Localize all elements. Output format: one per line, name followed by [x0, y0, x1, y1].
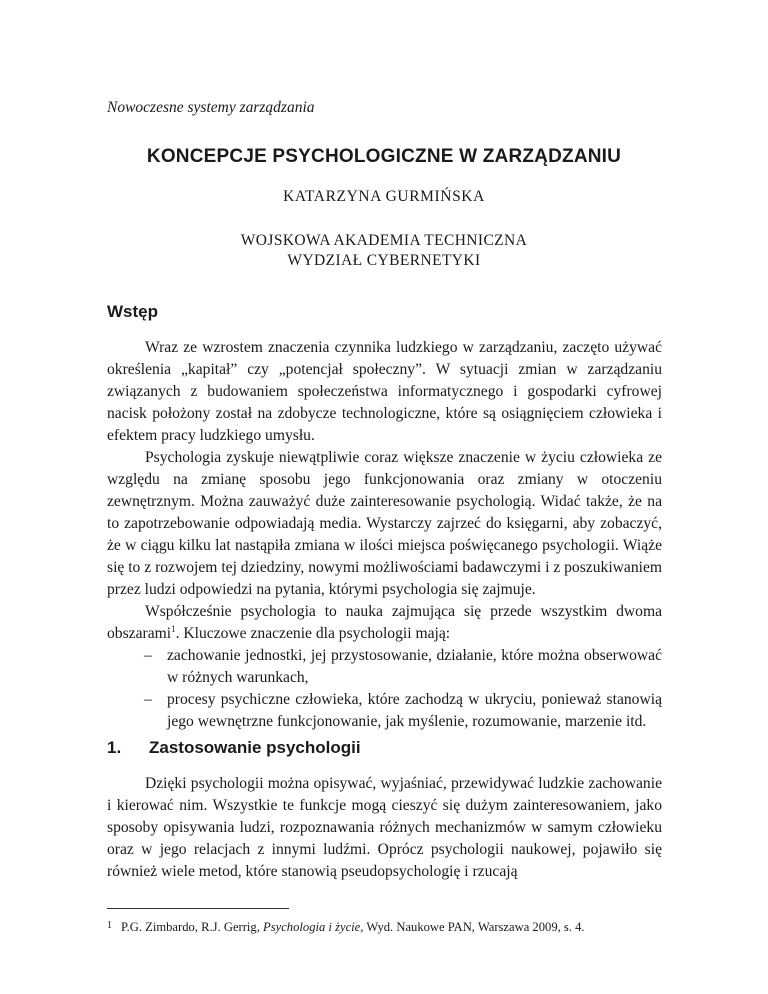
footnote-mark: 1	[107, 920, 112, 931]
article-title: KONCEPCJE PSYCHOLOGICZNE W ZARZĄDZANIU	[146, 146, 622, 167]
footnote	[107, 920, 585, 935]
paragraph-text: . Kluczowe znaczenie dla psychologii mają:	[175, 625, 451, 642]
paragraph: Wraz ze wzrostem znaczenia czynnika ludzkiego w zarządzaniu, zaczęto używać określenia „kapitał” czy „potencjał społeczny”. W sytuacji zmian w zarządzaniu związanych z budowaniem społeczeństwa informatycznego i gospodarki cyfrowej nacisk położony został na zdobycze technologiczne, które są osiągnięciem człowieka i efektem pracy ludzkiego umysłu.	[107, 339, 662, 444]
paragraph	[107, 601, 662, 645]
footnote-text: Wyd. Naukowe PAN, Warszawa 2009, s. 4.	[363, 920, 585, 934]
author-affiliation	[0, 231, 768, 271]
section-title: Zastosowanie psychologii	[149, 738, 361, 757]
intro-heading: Wstęp	[107, 302, 158, 321]
list-dash: –	[144, 691, 152, 708]
footnote-book-title: Psychologia i życie,	[263, 920, 364, 934]
article-author: KATARZYNA GURMIŃSKA	[283, 188, 485, 205]
section-body	[107, 773, 662, 883]
intro-body	[107, 337, 662, 733]
affiliation-line: WOJSKOWA AKADEMIA TECHNICZNA	[240, 232, 528, 249]
section-heading	[107, 738, 361, 758]
footnote-separator	[107, 908, 289, 909]
list-item	[107, 689, 662, 733]
running-header-journal: Nowoczesne systemy zarządzania	[107, 99, 315, 116]
list-item-text: procesy psychiczne człowieka, które zachodzą w ukryciu, ponieważ stanowią jego wewnętrzne funkcjonowanie, jak myślenie, rozumowanie, marzenie itd.	[167, 691, 662, 730]
paragraph: Psychologia zyskuje niewątpliwie coraz większe znaczenie w życiu człowieka ze względu na zmianę sposobu jego funkcjonowania oraz zmiany w otoczeniu zewnętrznym. Można zauważyć duże zainteresowanie psychologią. Widać także, że na to zapotrzebowanie odpowiadają media. Wystarczy zajrzeć do księgarni, aby zobaczyć, że w ciągu kilku lat nastąpiła zmiana w ilości miejsca poświęcanego psychologii. Wiąże się to z rozwojem tej dziedziny, nowymi możliwościami badawczymi i z poszukiwaniem przez ludzi odpowiedzi na pytania, którymi psychologia się zajmuje.	[107, 449, 663, 598]
affiliation-line: WYDZIAŁ CYBERNETYKI	[287, 252, 481, 269]
list-item-text: zachowanie jednostki, jej przystosowanie, działanie, które można obserwować w różnych warunkach,	[167, 647, 662, 686]
list-dash: –	[144, 647, 152, 664]
paragraph-text: Współcześnie psychologia to nauka zajmująca się przede wszystkim dwoma obszarami	[107, 603, 662, 642]
footnote-ref[interactable]: 1	[171, 623, 176, 634]
section-number: 1.	[107, 738, 122, 757]
footnote-text: P.G. Zimbardo, R.J. Gerrig,	[121, 920, 264, 934]
list-item	[107, 645, 662, 689]
bullet-list	[107, 645, 662, 733]
paragraph: Dzięki psychologii można opisywać, wyjaśniać, przewidywać ludzkie zachowanie i kierować nim. Wszystkie te funkcje mogą cieszyć się dużym zainteresowaniem, jako sposoby opisywania ludzi, rozpoznawania różnych mechanizmów w samym człowieku oraz w jego relacjach z innymi ludźmi. Oprócz psychologii naukowej, pojawiło się również wiele metod, które stanowią pseudopsychologię i rzucają	[107, 775, 662, 880]
